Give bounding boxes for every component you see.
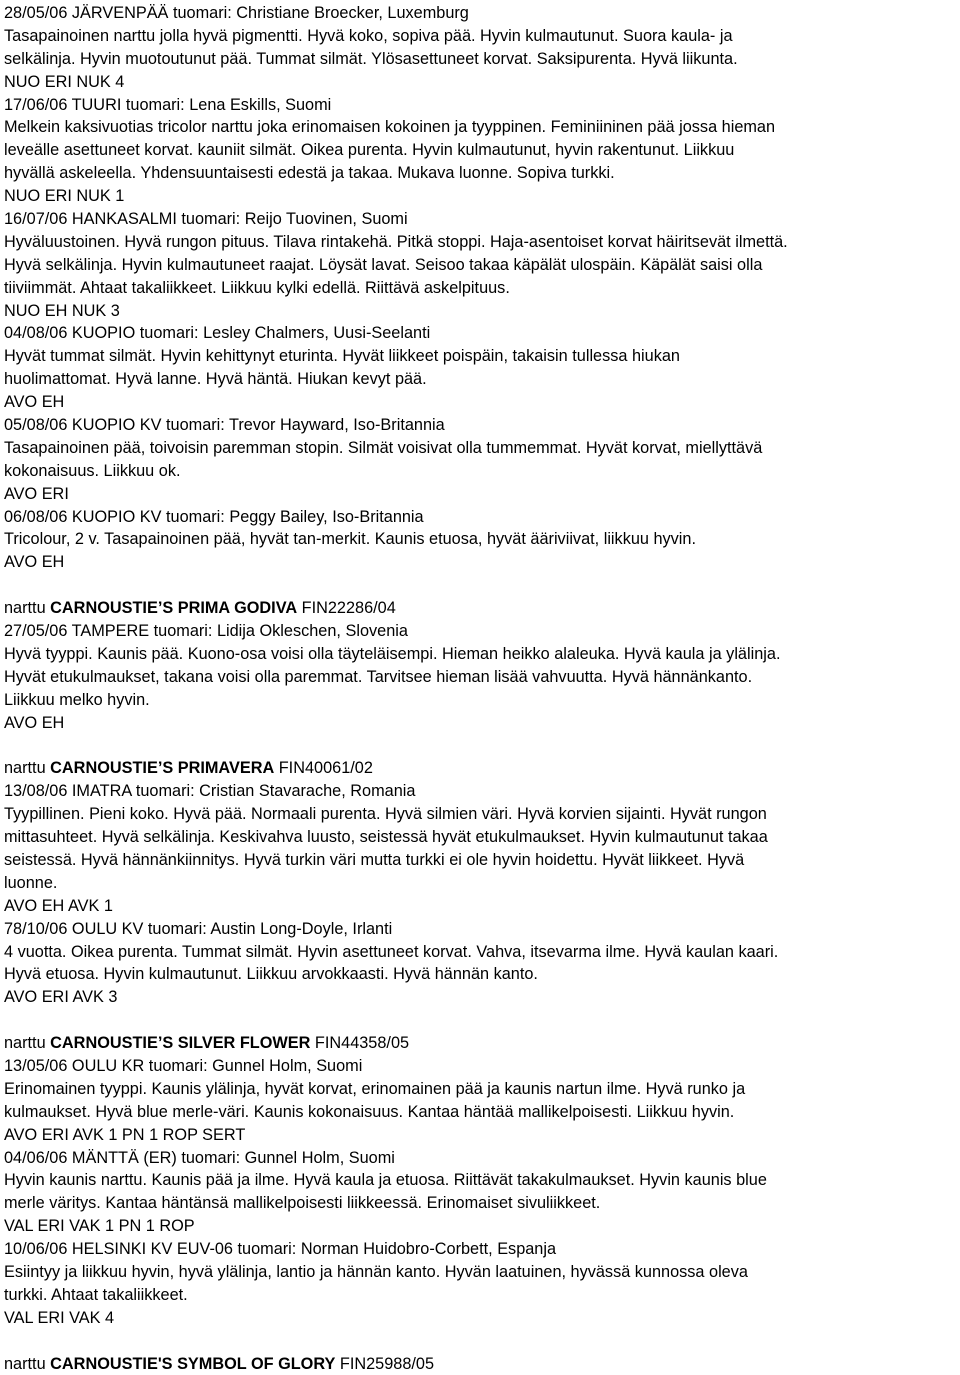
show-result-line: 28/05/06 JÄRVENPÄÄ tuomari: Christiane Broecker, Luxemburg: [4, 4, 469, 22]
dog-entry-silver-flower: [4, 1032, 956, 1330]
dog-name: CARNOUSTIE'S SYMBOL OF GLORY: [50, 1354, 336, 1373]
critique-line: hyvällä askeleella. Yhdensuuntaisesti edestä ja takaa. Mukava luonne. Sopiva turkki.: [4, 164, 615, 183]
award-line: NUO ERI NUK 1: [4, 187, 125, 206]
award-line: AVO EH: [4, 713, 65, 732]
show-result-line: 13/08/06 IMATRA tuomari: Cristian Stavarache, Romania: [4, 782, 416, 801]
spacer: [4, 574, 956, 597]
award-line: AVO EH: [4, 553, 65, 572]
dog-name: CARNOUSTIE’S PRIMA GODIVA: [50, 599, 298, 618]
critique-line: merle väritys. Kantaa häntänsä mallikelpoisesti liikkeessä. Erinomaiset sivuliikkeet.: [4, 1194, 601, 1213]
critique-line: kulmaukset. Hyvä blue merle-väri. Kaunis kokonaisuus. Kantaa häntää mallikelpoisesti. Liikkuu hyvin.: [4, 1102, 735, 1121]
dog-sex-label: narttu: [4, 1034, 51, 1053]
dog-entry-symbol-of-glory: [4, 1353, 956, 1375]
critique-line: Tricolour, 2 v. Tasapainoinen pää, hyvät tan-merkit. Kaunis etuosa, hyvät ääriviivat, liikkuu hyvin.: [4, 530, 696, 549]
dog-registration: FIN40061/02: [274, 759, 373, 778]
critique-line: Tyypillinen. Pieni koko. Hyvä pää. Normaali purenta. Hyvä silmien väri. Hyvä korvien sijainti. Hyvät rungon: [4, 805, 767, 824]
critique-line: tiiviimmät. Ahtaat takaliikkeet. Liikkuu kylki edellä. Riittävä askelpituus.: [4, 278, 510, 297]
dog-name: CARNOUSTIE’S PRIMAVERA: [50, 759, 275, 778]
critique-line: Hyväluustoinen. Hyvä rungon pituus. Tilava rintakehä. Pitkä stoppi. Haja-asentoiset korvat häiritsevät ilmettä.: [4, 232, 788, 251]
critique-line: leveälle asettuneet korvat. kauniit silmät. Oikea purenta. Hyvin kulmautunut, hyvin rakentunut. Liikkuu: [4, 141, 735, 160]
show-result-line: 27/05/06 TAMPERE tuomari: Lidija Okleschen, Slovenia: [4, 622, 408, 641]
dog-sex-label: narttu: [4, 759, 51, 778]
results-block-1: [4, 2, 956, 574]
critique-line: Hyvä selkälinja. Hyvin kulmautuneet raajat. Löysät lavat. Seisoo takaa käpälät ulospäin. Käpälät saisi olla: [4, 255, 763, 274]
spacer: [4, 735, 956, 758]
award-line: VAL ERI VAK 1 PN 1 ROP: [4, 1217, 195, 1236]
award-line: AVO ERI: [4, 484, 69, 503]
award-line: AVO ERI AVK 3: [4, 988, 118, 1007]
dog-registration: FIN22286/04: [297, 599, 396, 618]
dog-entry-primavera: [4, 757, 956, 1009]
critique-line: Tasapainoinen pää, toivoisin paremman stopin. Silmät voisivat olla tummemmat. Hyvät korvat, miellyttävä: [4, 438, 763, 457]
award-line: AVO EH AVK 1: [4, 896, 113, 915]
critique-line: kokonaisuus. Liikkuu ok.: [4, 461, 181, 480]
critique-line: Esiintyy ja liikkuu hyvin, hyvä ylälinja, lantio ja hännän kanto. Hyvän laatuinen, hyvässä kunnossa oleva: [4, 1262, 748, 1281]
critique-line: Tasapainoinen narttu jolla hyvä pigmentti. Hyvä koko, sopiva pää. Hyvin kulmautunut. Suora kaula- ja: [4, 26, 733, 45]
dog-sex-label: narttu: [4, 1354, 51, 1373]
award-line: VAL ERI VAK 4: [4, 1308, 115, 1327]
critique-line: Liikkuu melko hyvin.: [4, 690, 150, 709]
document-page: [4, 2, 956, 1375]
dog-header: [4, 597, 956, 620]
critique-line: selkälinja. Hyvin muotoutunut pää. Tummat silmät. Ylösasettuneet korvat. Saksipurenta. Hyvä liikunta.: [4, 49, 738, 68]
critique-line: Hyvä tyyppi. Kaunis pää. Kuono-osa voisi olla täyteläisempi. Hieman heikko alaleuka. Hyvä kaula ja ylälinja.: [4, 644, 781, 663]
dog-header: [4, 1353, 956, 1375]
dog-name: CARNOUSTIE’S SILVER FLOWER: [50, 1034, 311, 1053]
dog-sex-label: narttu: [4, 599, 51, 618]
critique-line: Hyvät etukulmaukset, takana voisi olla paremmat. Tarvitsee hieman lisää vahvuutta. Hyvä hännänkanto.: [4, 667, 753, 686]
spacer: [4, 1009, 956, 1032]
critique-line: mittasuhteet. Hyvä selkälinja. Keskivahva luusto, seistessä hyvät etukulmaukset. Hyvin kulmautunut takaa: [4, 828, 768, 847]
critique-line: seistessä. Hyvä hännänkiinnitys. Hyvä turkin väri mutta turkki ei ole hyvin hoidettu. Hyvät liikkeet. Hyvä: [4, 850, 745, 869]
award-line: AVO ERI AVK 1 PN 1 ROP SERT: [4, 1125, 246, 1144]
show-result-line: 17/06/06 TUURI tuomari: Lena Eskills, Suomi: [4, 95, 332, 114]
show-result-line: 78/10/06 OULU KV tuomari: Austin Long-Doyle, Irlanti: [4, 919, 393, 938]
critique-line: Hyvät tummat silmät. Hyvin kehittynyt eturinta. Hyvät liikkeet poispäin, takaisin tullessa hiukan: [4, 347, 680, 366]
show-result-line: 16/07/06 HANKASALMI tuomari: Reijo Tuovinen, Suomi: [4, 210, 408, 229]
dog-entry-prima-godiva: [4, 597, 956, 734]
critique-line: Erinomainen tyyppi. Kaunis ylälinja, hyvät korvat, erinomainen pää ja kaunis nartun ilme. Hyvä runko ja: [4, 1079, 746, 1098]
show-result-line: 05/08/06 KUOPIO KV tuomari: Trevor Hayward, Iso-Britannia: [4, 416, 445, 435]
award-line: AVO EH: [4, 393, 65, 412]
dog-registration: FIN44358/05: [310, 1034, 410, 1053]
show-result-line: 13/05/06 OULU KR tuomari: Gunnel Holm, Suomi: [4, 1056, 363, 1075]
award-line: NUO EH NUK 3: [4, 301, 120, 320]
show-result-line: 04/06/06 MÄNTTÄ (ER) tuomari: Gunnel Holm, Suomi: [4, 1148, 395, 1167]
dog-header: [4, 757, 956, 780]
critique-line: Melkein kaksivuotias tricolor narttu joka erinomaisen kokoinen ja tyyppinen. Feminiininen pää jossa hieman: [4, 118, 776, 137]
show-result-line: 06/08/06 KUOPIO KV tuomari: Peggy Bailey, Iso-Britannia: [4, 507, 424, 526]
spacer: [4, 1330, 956, 1353]
show-result-line: 10/06/06 HELSINKI KV EUV-06 tuomari: Norman Huidobro-Corbett, Espanja: [4, 1240, 557, 1259]
critique-line: huolimattomat. Hyvä lanne. Hyvä häntä. Hiukan kevyt pää.: [4, 370, 427, 389]
critique-line: luonne.: [4, 873, 58, 892]
critique-line: Hyvä etuosa. Hyvin kulmautunut. Liikkuu arvokkaasti. Hyvä hännän kanto.: [4, 965, 538, 984]
critique-line: 4 vuotta. Oikea purenta. Tummat silmät. Hyvin asettuneet korvat. Vahva, itsevarma ilme. Hyvä kaulan kaari.: [4, 942, 779, 961]
critique-line: Hyvin kaunis narttu. Kaunis pää ja ilme. Hyvä kaula ja etuosa. Riittävät takakulmaukset. Hyvin kaunis blue: [4, 1171, 767, 1190]
award-line: NUO ERI NUK 4: [4, 72, 125, 91]
dog-header: [4, 1032, 956, 1055]
critique-line: turkki. Ahtaat takaliikkeet.: [4, 1285, 188, 1304]
dog-registration: FIN25988/05: [335, 1354, 435, 1373]
show-result-line: 04/08/06 KUOPIO tuomari: Lesley Chalmers, Uusi-Seelanti: [4, 324, 431, 343]
